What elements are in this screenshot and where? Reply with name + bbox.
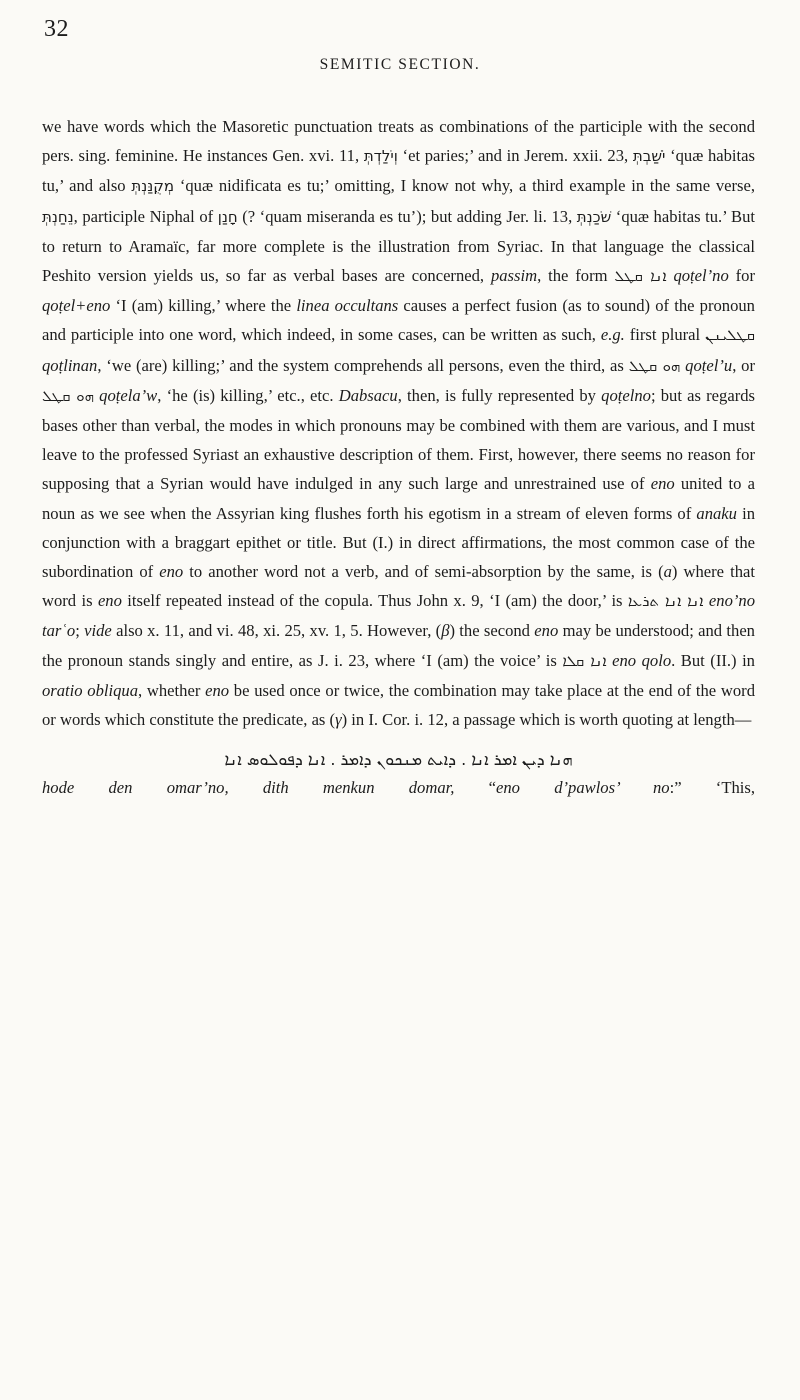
body-text (42, 112, 755, 802)
text-run: in conjunction with a braggart epithet or title. But (I.) in direct affirmations, the most common case of the subordination of (42, 503, 756, 582)
text-run: ) the second (449, 621, 535, 641)
hebrew-word: שֹׁכַנְתְּ (576, 207, 612, 226)
transliteration-part: hode den omar’no, dith menkun domar, (42, 778, 455, 798)
page-number: 32 (44, 16, 69, 42)
syriac-word: ܐܢܐ ܩܠܐ (562, 651, 607, 670)
italic-term: β (441, 621, 450, 641)
text-run: , or (732, 355, 755, 375)
text-run: itself repeated instead of the copula. Thus John x. 9, ‘I (am) the door,’ is (121, 591, 628, 611)
text-run: , the form (537, 266, 615, 286)
main-paragraph (42, 112, 755, 734)
text-run: ‘quæ habitas tu,’ and also (42, 146, 755, 196)
syriac-word: ܩܛܠܝܢܢ (705, 326, 755, 345)
italic-term: a (663, 562, 672, 582)
text-run: may be understood; and then the pronoun stands singly and entire, as J. i. 23, where ‘I (am) the voice’ is (42, 621, 755, 670)
italic-term: eno (534, 621, 559, 641)
transliteration-part: “ (454, 778, 497, 798)
text-run: , then, is fully represented by (397, 385, 602, 405)
syriac-word: ܗܘ ܩܛܠ (628, 356, 681, 375)
italic-term: eno qolo (612, 650, 672, 670)
italic-term: qoṭela’w (99, 385, 158, 405)
italic-term: qoṭel’no (673, 266, 729, 286)
transliteration-part: :” ‘This, (669, 778, 755, 798)
syriac-quotation (42, 748, 755, 773)
syriac-quotation-text: ܗܢܐ ܕܝܢ ܐܡܪ ܐܢܐ . ܕܐܝܬ ܡܢܟܘܢ ܕܐܡܪ . ܐܢܐ ܕܦܘܠܘܣ ܐܢܐ (224, 750, 573, 770)
text-run: to another word not a verb, and of semi-absorption by the same, is ( (183, 562, 664, 582)
italic-term: eno’no tarʿo (42, 591, 755, 641)
text-run: , ‘he (is) killing,’ etc., etc. (157, 385, 339, 405)
italic-term: Dabsacu (338, 385, 398, 405)
italic-term: eno (205, 680, 230, 700)
italic-term: qoṭel’u (685, 355, 733, 375)
text-run: , ‘we (are) killing;’ and the system comprehends all persons, even the third, as (97, 355, 629, 375)
italic-term: qoṭlinan (42, 355, 98, 375)
text-run: united to a noun as we see when the Assyrian king flushes forth his egotism in a stream of eleven forms of (42, 474, 755, 523)
italic-term: passim (490, 266, 538, 286)
hebrew-word: נֵחַנְתְּ (42, 207, 74, 226)
syriac-word: ܗܘ ܩܛܠ (42, 386, 94, 405)
italic-term: vide (84, 621, 112, 641)
italic-term: linea occultans (296, 296, 399, 316)
text-run: first plural (624, 325, 706, 345)
text-run: . But (II.) in (671, 650, 755, 670)
italic-term: oratio obliqua (42, 680, 139, 700)
text-run: causes a perfect fusion (as to sound) of the pronoun and participle into one word, which indeed, in some cases, can be written as such, (42, 296, 755, 345)
quotation-transliteration (42, 773, 755, 802)
syriac-word: ܐܢܐ ܩܛܠ (614, 267, 667, 286)
italic-term: γ (335, 710, 342, 730)
hebrew-word: יֹשַׁבְתְּ (632, 147, 666, 166)
text-run: ‘I (am) killing,’ where the (110, 296, 297, 316)
italic-term: qoṭelno (601, 385, 651, 405)
text-run: ‘quæ nidificata es tu;’ omitting, I know not why, a third example in the same verse, (174, 176, 755, 196)
text-run: , participle Niphal of (73, 206, 218, 226)
italic-term: eno (97, 591, 122, 611)
italic-term: eno (650, 474, 675, 494)
text-run: we have words which the Masoretic punctuation treats as combinations of the participle with the second pers. sing. feminine. He instances Gen. xvi. 11, (42, 117, 755, 166)
text-run: ‘et paries;’ and in Jerem. xxii. 23, (397, 146, 633, 166)
text-run: for (728, 266, 755, 286)
text-run: ) in I. Cor. i. 12, a passage which is worth quoting at length— (341, 710, 752, 730)
hebrew-word: מְקֻנַּנְתְּ (131, 177, 175, 196)
text-run: ; (75, 621, 85, 641)
italic-term: e.g. (600, 325, 625, 345)
text-run: be used once or twice, the combination may take place at the end of the word or words which constitute the predicate, as ( (42, 680, 755, 730)
text-run: ) where that word is (42, 562, 755, 611)
italic-term: anaku (696, 503, 737, 523)
hebrew-word: חָנַן (217, 207, 238, 226)
italic-term: qoṭel+eno (42, 296, 111, 316)
text-run: (? ‘quam miseranda es tu’); but adding Jer. li. 13, (237, 206, 577, 226)
text-run: also x. 11, and vi. 48, xi. 25, xv. 1, 5. However, ( (111, 621, 442, 641)
text-run: ‘quæ habitas tu.’ But to return to Aramaïc, far more complete is the illustration from Syriac. In that language the classical Peshito version yields us, so far as verbal bases are concerned, (42, 206, 756, 286)
italic-term: eno (159, 562, 184, 582)
text-run: , whether (138, 680, 206, 700)
text-run: ; but as regards bases other than verbal, the modes in which pronouns may be combined with them are various, and I must leave to the professed Syriast an exhaustive description of them. First, however, there seems no reason for supposing that a Syrian would have indulged in any such large and unrestrained use of (42, 385, 755, 494)
transliteration-part: eno d’pawlos’ no (496, 778, 670, 798)
running-head: SEMITIC SECTION. (319, 56, 481, 73)
syriac-word: ܐܢܐ ܐܢܐ ܬܪܥܐ (627, 592, 704, 611)
hebrew-word: וְיֹלַדְתְּ (363, 147, 398, 166)
